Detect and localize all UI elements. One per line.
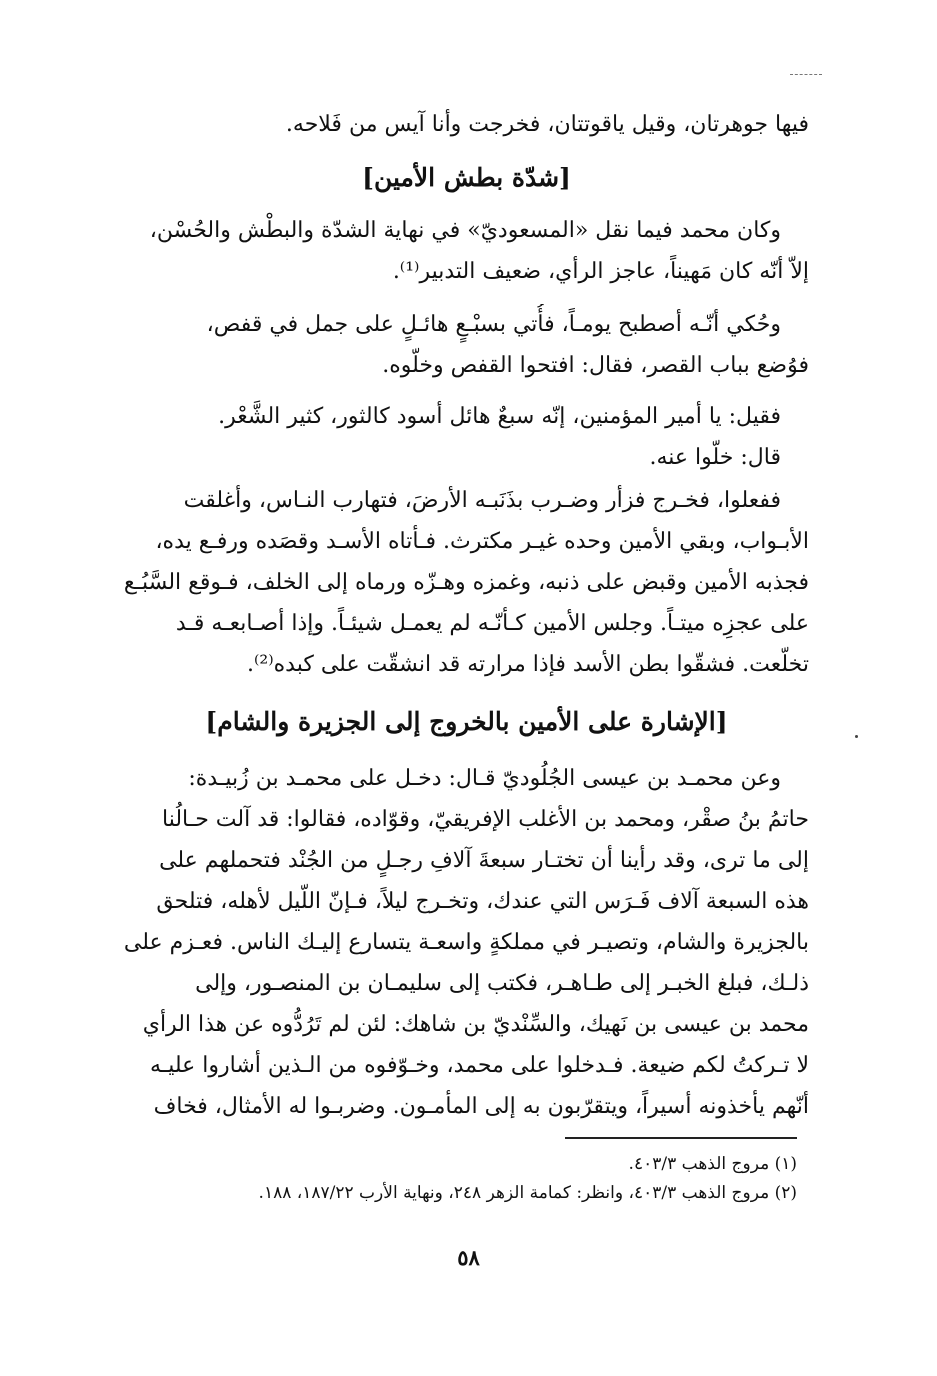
text-line: ففعلوا، فخـرج فزأر وضـرب بذَنَبـه الأرضَ، فتهارب النـاس، وأغلقت	[183, 488, 781, 513]
section-heading: [شدّة بطش الأمين]	[362, 163, 571, 192]
text-line: قال: خلّوا عنه.	[649, 445, 781, 470]
text-line: وحُكي أنّـه أصطبح يومـاً، فأُتي بسبْـعٍ هائـلٍ على جمل في قفص،	[206, 312, 781, 337]
text-line: فوُضع بباب القصر، فقال: افتحوا القفص وخلّوه.	[382, 353, 809, 378]
text-line: وكان محمد فيما نقل «المسعوديّ» في نهاية الشدّة والبطْش والحُسْن،	[149, 218, 781, 243]
text-line: لا تـركتُ لكم ضيعة. فـدخلوا على محمد، وخـوّفوه من الـذين أشاروا عليـه	[150, 1053, 809, 1078]
text-line: فقيل: يا أمير المؤمنين، إنّه سبعٌ هائل أسود كالثور، كثير الشَّعْر.	[218, 404, 781, 429]
paragraph	[124, 758, 809, 1127]
footnotes	[127, 1150, 797, 1208]
footnote: (١) مروج الذهب ٤٠٣/٣.	[628, 1154, 797, 1174]
paragraph	[124, 480, 809, 685]
text-line: وعن محمـد بن عيسى الجُلُوديّ قـال: دخـل على محمـد بن زُبيـدة:	[188, 766, 781, 791]
text-line: فيها جوهرتان، وقيل ياقوتتان، فخرجت وأنا آيس من فَلاحه.	[285, 112, 809, 137]
header-dash	[790, 74, 822, 75]
intro-paragraph	[124, 104, 809, 145]
dialogue-block	[124, 396, 809, 478]
section-heading: [الإشارة على الأمين بالخروج إلى الجزيرة والشام]	[205, 707, 728, 736]
text-line: هذه السبعة آلاف فَـرَس التي عندك، وتخـرج ليلاً، فـإنّ اللّيل لأهله، فتلحق	[156, 889, 809, 914]
text-line: إلى ما ترى، وقد رأينا أن تختـار سبعةَ آلافِ رجـلٍ من الجُنْد فتحملهم على	[159, 848, 809, 873]
paragraph	[124, 210, 809, 292]
text-line: فجذبه الأمين وقبض على ذنبه، وغمزه وهـزّه ورماه إلى الخلف، فـوقع السَّبُـع	[124, 570, 809, 595]
ink-speck	[855, 735, 858, 738]
text-line: الأبـواب، وبقي الأمين وحده غيـر مكترث. فـأتاه الأسـد وقصَده ورفـع يده،	[155, 529, 809, 554]
text-line: ذلـك، فبلغ الخبـر إلى طـاهـر، فكتب إلى سليمـان بن المنصـور، وإلى	[195, 971, 809, 996]
text-line: على عجزِه ميتـاً. وجلس الأمين كـأنّـه لم يعمـل شيئـاً. وإذا أصـابعـه قـد	[175, 611, 809, 636]
text-line: تخلّعت. فشقّوا بطن الأسد فإذا مرارته قد انشقّت على كبده⁽²⁾.	[247, 652, 809, 677]
footnote-separator	[565, 1137, 797, 1139]
text-line: بالجزيرة والشام، وتصيـر في مملكةٍ واسعـة يتسارع إليـك الناس. فعـزم على	[124, 930, 809, 955]
text-line: حاتمُ بنُ صقْر، ومحمد بن الأغلب الإفريقيّ، وقوّاده، فقالوا: قد آلت حـالُنا	[162, 807, 809, 832]
text-line: محمد بن عيسى بن نَهيك، والسِّنْديّ بن شاهك: لئن لم تَرُدُّوه عن هذا الرأي	[142, 1012, 809, 1037]
text-line: أنّهم يأخذونه أسيراً، ويتقرّبون به إلى المأمـون. وضربـوا له الأمثال، فخاف	[153, 1094, 809, 1119]
paragraph	[124, 304, 809, 386]
footnote: (٢) مروج الذهب ٤٠٣/٣، وانظر: كمامة الزهر ٢٤٨، ونهاية الأرب ١٨٧/٢٢، ١٨٨.	[258, 1183, 797, 1203]
page-number: ٥٨	[457, 1245, 480, 1270]
text-line: إلاّ أنّه كان مَهيناً، عاجز الرأي، ضعيف التدبير⁽¹⁾.	[392, 259, 809, 284]
